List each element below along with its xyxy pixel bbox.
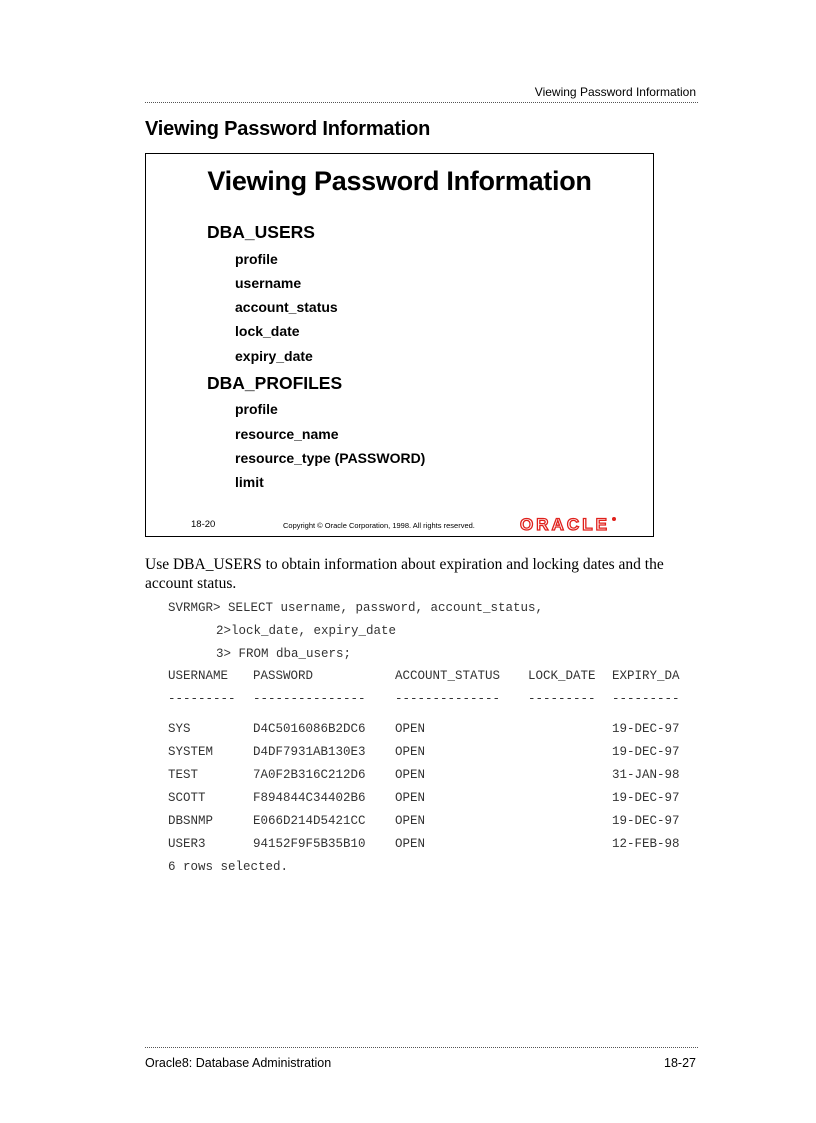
oracle-logo — [520, 515, 618, 533]
section-heading-dba-users: DBA_USERS — [207, 222, 315, 242]
slide-title: Viewing Password Information — [207, 166, 592, 196]
footer-page-number: 18-27 — [664, 1056, 696, 1070]
result-cell: 12-FEB-98 — [612, 837, 680, 851]
result-column-header: EXPIRY_DA — [612, 669, 680, 683]
result-cell: OPEN — [395, 814, 426, 828]
result-header-separator: --------------- — [253, 692, 366, 706]
column-item: limit — [235, 474, 264, 490]
sql-query-line: 2>lock_date, expiry_date — [216, 624, 397, 638]
column-item: lock_date — [235, 323, 300, 339]
result-cell: D4DF7931AB130E3 — [253, 745, 366, 759]
column-item: username — [235, 275, 302, 291]
result-cell: 19-DEC-97 — [612, 791, 680, 805]
result-column-header: LOCK_DATE — [528, 669, 596, 683]
result-header-separator: --------- — [612, 692, 680, 706]
result-column-header: PASSWORD — [253, 669, 314, 683]
result-cell: OPEN — [395, 791, 426, 805]
column-item: profile — [235, 401, 278, 417]
sql-query-line: 3> FROM dba_users; — [216, 647, 352, 661]
result-cell: SYS — [168, 722, 191, 736]
running-header: Viewing Password Information — [534, 85, 696, 99]
result-cell: OPEN — [395, 837, 426, 851]
result-header-separator: --------- — [168, 692, 236, 706]
result-cell: D4C5016086B2DC6 — [253, 722, 366, 736]
footer-divider — [145, 1047, 698, 1048]
result-cell: OPEN — [395, 768, 426, 782]
slide-frame — [145, 153, 654, 537]
result-cell: 19-DEC-97 — [612, 745, 680, 759]
result-cell: SCOTT — [168, 791, 206, 805]
slide-number: 18-20 — [191, 519, 216, 530]
result-cell: F894844C34402B6 — [253, 791, 366, 805]
result-cell: OPEN — [395, 745, 426, 759]
column-item: expiry_date — [235, 348, 313, 364]
logo-registered-dot — [612, 517, 616, 521]
result-column-header: ACCOUNT_STATUS — [395, 669, 501, 683]
column-item: account_status — [235, 299, 338, 315]
result-header-separator: --------- — [528, 692, 596, 706]
sql-query-line: SVRMGR> SELECT username, password, account_status, — [168, 601, 544, 615]
page-title: Viewing Password Information — [145, 118, 431, 140]
result-cell: 19-DEC-97 — [612, 722, 680, 736]
result-column-header: USERNAME — [168, 669, 229, 683]
slide-copyright: Copyright © Oracle Corporation, 1998. All rights reserved. — [283, 521, 475, 530]
body-paragraph: Use DBA_USERS to obtain information about expiration and locking dates and the account status. — [145, 556, 664, 592]
result-cell: SYSTEM — [168, 745, 214, 759]
section-heading-dba-profiles: DBA_PROFILES — [207, 373, 343, 393]
result-cell: DBSNMP — [168, 814, 214, 828]
svg-text:ORACLE: ORACLE — [520, 515, 608, 533]
result-header-separator: -------------- — [395, 692, 501, 706]
result-cell: 94152F9F5B35B10 — [253, 837, 366, 851]
column-item: profile — [235, 251, 278, 267]
result-cell: 31-JAN-98 — [612, 768, 680, 782]
result-cell: 19-DEC-97 — [612, 814, 680, 828]
column-item: resource_type (PASSWORD) — [235, 450, 426, 466]
header-divider — [145, 102, 698, 103]
result-cell: 7A0F2B316C212D6 — [253, 768, 366, 782]
result-cell: E066D214D5421CC — [253, 814, 366, 828]
result-cell: USER3 — [168, 837, 206, 851]
column-item: resource_name — [235, 426, 339, 442]
result-cell: OPEN — [395, 722, 426, 736]
result-row-count: 6 rows selected. — [168, 860, 289, 874]
result-cell: TEST — [168, 768, 199, 782]
footer-book-title: Oracle8: Database Administration — [145, 1056, 332, 1070]
